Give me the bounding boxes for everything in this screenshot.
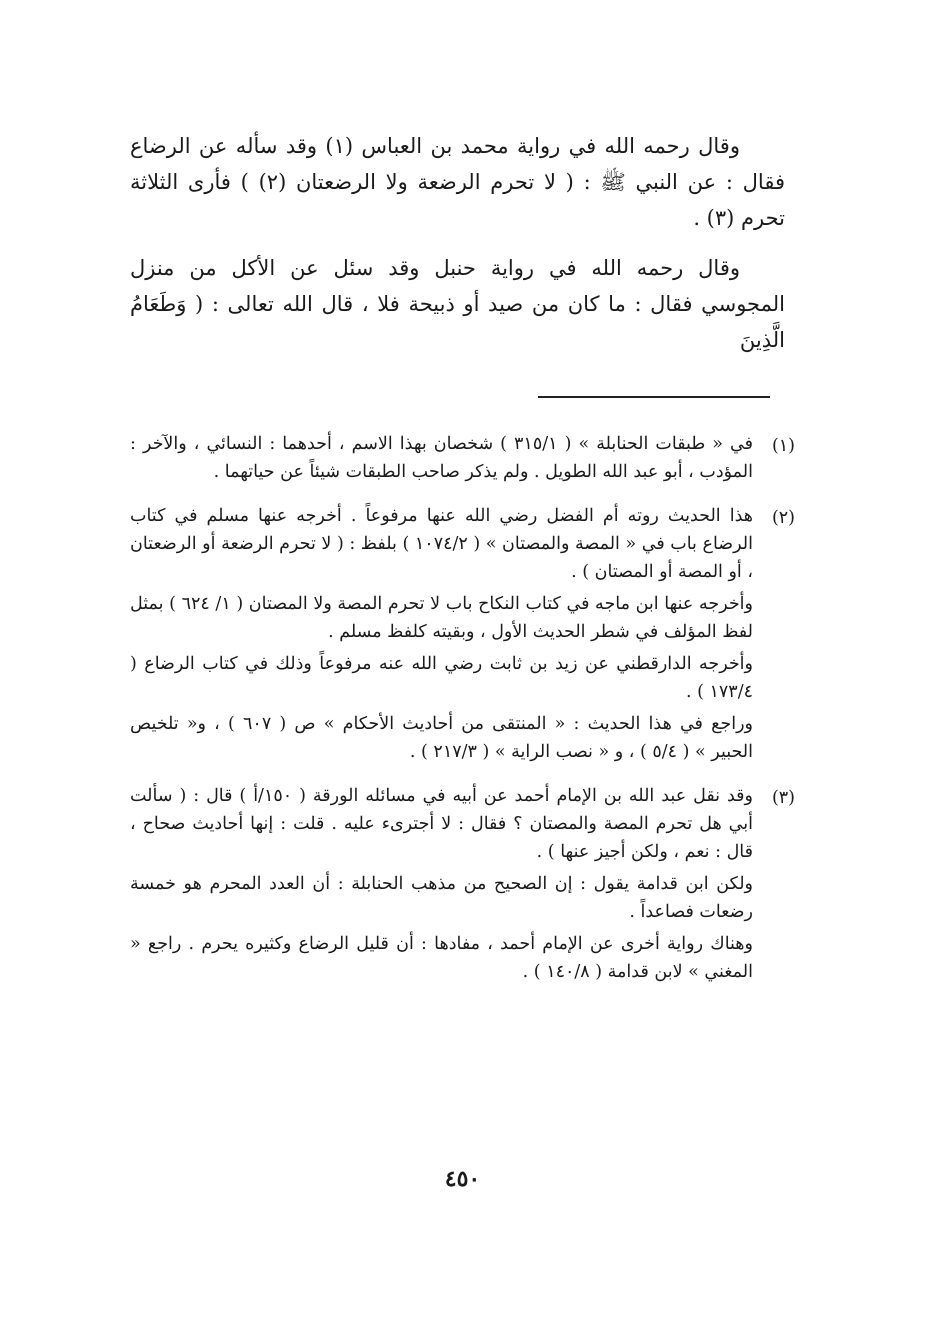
footnote-number: (٢) [771,508,795,528]
footnote-paragraph: هذا الحديث روته أم الفضل رضي الله عنها مرفوعاً . أخرجه عنها مسلم في كتاب الرضاع باب في « المصة والمصتان » ( ١٠٧٤/٢ ) بلفظ : ( لا تحرم الرضعة أو الرضعتان ، أو المصة أو المصتان ) . [130,506,753,582]
main-paragraph: وقال رحمه الله في رواية محمد بن العباس (١) وقد سأله عن الرضاع فقال : عن النبي ﷺ : ( لا تحرم الرضعة ولا الرضعتان (٢) ) فأرى الثلاثة تحرم (٣) . [130,134,785,230]
footnote-3 [130,782,795,990]
footnote-paragraph: وأخرجه الدارقطني عن زيد بن ثابت رضي الله عنه مرفوعاً وذلك في كتاب الرضاع ( ١٧٣/٤ ) . [130,654,753,702]
footnote-paragraph: وهناك رواية أخرى عن الإمام أحمد ، مفادها : أن قليل الرضاع وكثيره يحرم . راجع « المغني » لابن قدامة ( ١٤٠/٨ ) . [130,934,753,982]
footnote-paragraph: وراجع في هذا الحديث : « المنتقى من أحاديث الأحكام » ص ( ٦٠٧ ) ، و« تلخيص الحبير » ( ٥/٤ ) ، و « نصب الراية » ( ٢١٧/٣ ) . [130,714,753,762]
main-text [130,128,785,372]
footnote-body [130,502,753,770]
footnote-paragraph: في « طبقات الحنابلة » ( ٣١٥/١ ) شخصان بهذا الاسم ، أحدهما : النسائي ، والآخر : المؤدب ، أبو عبد الله الطويل . ولم يذكر صاحب الطبقات شيئاً عن حياتهما . [130,434,753,482]
footnote-number: (١) [771,436,795,456]
footnote-1 [130,430,795,490]
footnote-paragraph: وقد نقل عبد الله بن الإمام أحمد عن أبيه في مسائله الورقة ( ١٥٠/أ ) قال : ( سألت أبي هل تحرم المصة والمصتان ؟ فقال : لا أجترىء عليه . قلت : إنها أحاديث صحاح ، قال : نعم ، ولكن أجيز عنها ) . [130,786,754,862]
footnotes [130,430,795,1002]
footnote-body [130,430,753,490]
footnote-paragraph: وأخرجه عنها ابن ماجه في كتاب النكاح باب لا تحرم المصة ولا المصتان ( ١/ ٦٢٤ ) بمثل لفظ المؤلف في شطر الحديث الأول ، وبقيته كلفظ مسلم . [130,594,753,642]
main-paragraph: وقال رحمه الله في رواية حنبل وقد سئل عن الأكل من منزل المجوسي فقال : ما كان من صيد أو ذبيحة فلا ، قال الله تعالى : ( وَطَعَامُ الَّذِينَ [130,256,785,352]
footnote-body [130,782,753,990]
footnote-separator [538,396,770,398]
footnote-number: (٣) [771,788,795,808]
footnote-paragraph: ولكن ابن قدامة يقول : إن الصحيح من مذهب الحنابلة : أن العدد المحرم هو خمسة رضعات فصاعداً . [130,874,753,922]
footnote-2 [130,502,795,770]
page-number: ٤٥٠ [444,1166,481,1192]
